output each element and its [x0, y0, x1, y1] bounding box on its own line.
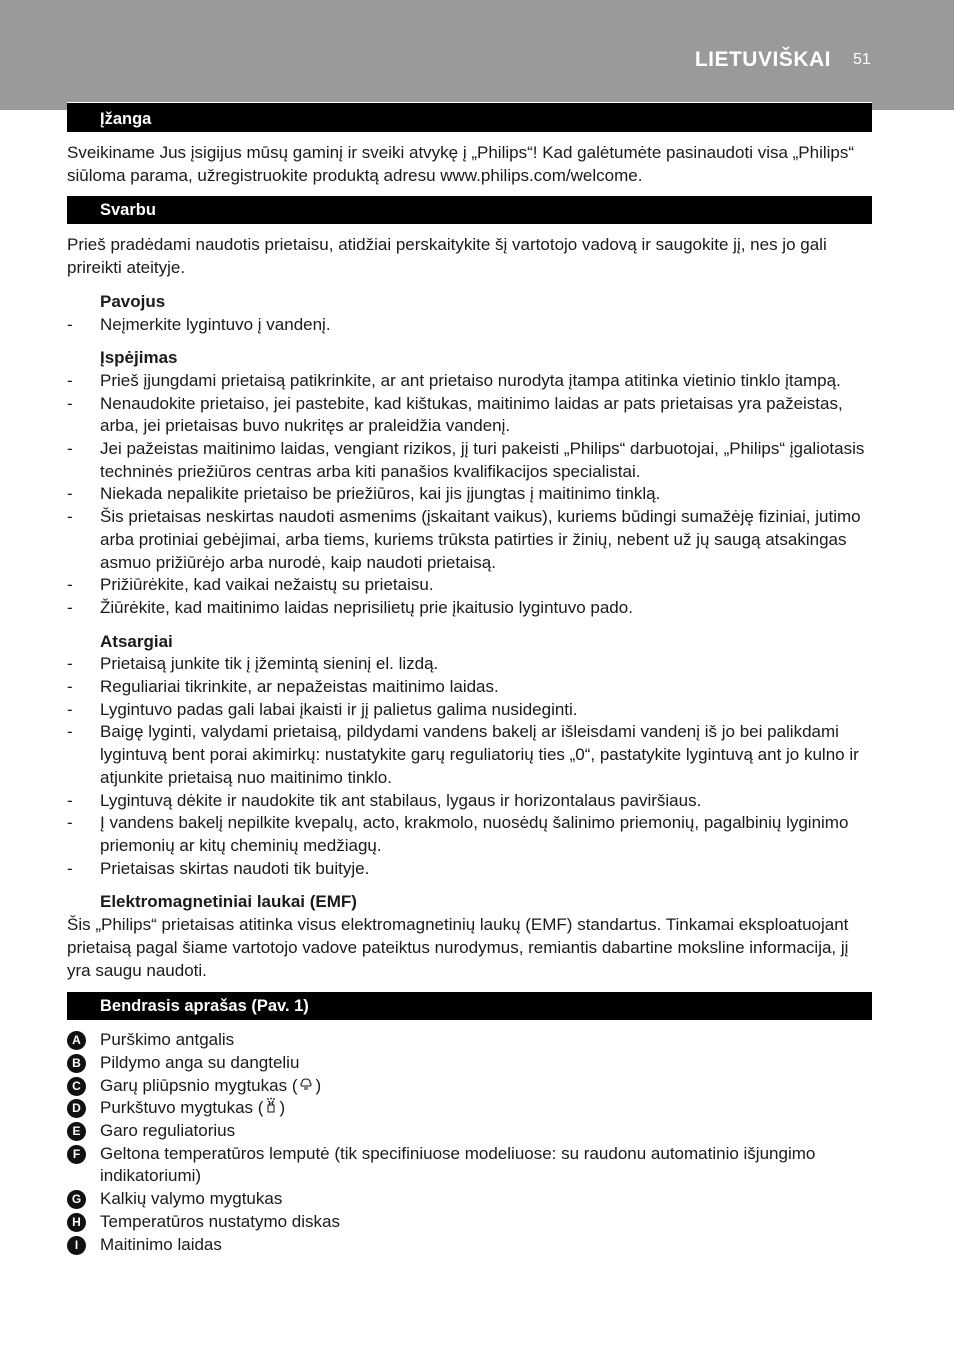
- part-item-d: [67, 1097, 872, 1120]
- list-item-text: Lygintuvo padas gali labai įkaisti ir jį palietus galima nusideginti.: [100, 699, 578, 719]
- caution-heading: Atsargiai: [100, 631, 173, 651]
- dash-bullet: -: [67, 813, 73, 833]
- list-item: [67, 370, 872, 393]
- list-item-text: Lygintuvą dėkite ir naudokite tik ant stabilaus, lygaus ir horizontalaus paviršiaus.: [100, 790, 702, 810]
- emf-heading: Elektromagnetiniai laukai (EMF): [100, 892, 357, 912]
- list-item-text: Prietaisą junkite tik į įžemintą sieninį el. lizdą.: [100, 654, 439, 674]
- part-label: Garo reguliatorius: [100, 1121, 236, 1141]
- list-item: [67, 574, 872, 597]
- list-item-text: Į vandens bakelį nepilkite kvepalų, acto, krakmolo, nuosėdų šalinimo priemonių, pagalbinių lyginimo priemonių ar kitų cheminių medžiagų.: [100, 813, 849, 855]
- part-label: Purškimo antgalis: [100, 1030, 235, 1050]
- caution-list: [67, 653, 872, 880]
- dash-bullet: -: [67, 575, 73, 595]
- dash-bullet: -: [67, 699, 73, 719]
- emf-paragraph: Šis „Philips“ prietaisas atitinka visus elektromagnetinių laukų (EMF) standartus. Tinkamai eksploatuojant prietaisą pagal šiame vartotojo vadove pateiktus nurodymus, remiantis dabartine moksline informacija, jį yra saugu naudoti.: [67, 915, 849, 980]
- language-label: LIETUVIŠKAI: [694, 48, 831, 71]
- dash-bullet: -: [67, 439, 73, 459]
- section-title-overview: Bendrasis aprašas (Pav. 1): [67, 992, 872, 1020]
- danger-heading: Pavojus: [100, 291, 166, 311]
- list-item-text: Šis prietaisas neskirtas naudoti asmenims (įskaitant vaikus), kuriems būdingi sumažėję fiziniai, jutimo arba protiniai gebėjimai, arba tiems, kuriems trūksta patirties ir žinių, nebent už jų saugą atsakingas asmuo prižiūrėjo arba nurodė, kaip naudoti prietaisą.: [100, 507, 861, 572]
- part-item-b: [67, 1052, 872, 1075]
- letter-badge: H: [67, 1213, 86, 1232]
- list-item: [67, 676, 872, 699]
- list-item: [67, 597, 872, 620]
- list-item-text: Jei pažeistas maitinimo laidas, vengiant rizikos, jį turi pakeisti „Philips“ darbuotojai, „Philips“ įgaliotasis techninės priežiūros centras arba kiti panašios kvalifikacijos specialistai.: [100, 439, 865, 481]
- list-item: [67, 653, 872, 676]
- dash-bullet: -: [67, 314, 73, 334]
- intro-paragraph: Sveikiname Jus įsigijus mūsų gaminį ir sveiki atvykę į „Philips“! Kad galėtumėte pasinaudoti visa „Philips“ siūloma parama, užregistruokite produktą adresu www.philips.com/welcome.: [67, 143, 855, 185]
- list-item: [67, 812, 872, 857]
- list-item: [67, 438, 872, 483]
- part-label: Geltona temperatūros lemputė (tik specifiniuose modeliuose: su raudonu automatinio išjungimo indikatoriumi): [100, 1143, 816, 1186]
- letter-badge: E: [67, 1122, 86, 1141]
- page-number: 51: [853, 51, 871, 68]
- list-item-text: Prietaisas skirtas naudoti tik buityje.: [100, 858, 370, 878]
- page-content: [67, 102, 872, 1256]
- part-label: Kalkių valymo mygtukas: [100, 1189, 283, 1209]
- part-label-suffix: ): [315, 1075, 322, 1095]
- part-label: Purkštuvo mygtukas (: [100, 1098, 264, 1118]
- warning-heading: Įspėjimas: [100, 348, 178, 368]
- list-item-text: Reguliariai tikrinkite, ar nepažeistas maitinimo laidas.: [100, 677, 499, 697]
- part-item-e: [67, 1120, 872, 1143]
- part-item-g: [67, 1188, 872, 1211]
- list-item-text: Žiūrėkite, kad maitinimo laidas neprisilietų prie įkaitusio lygintuvo pado.: [100, 597, 633, 617]
- header-band: [0, 0, 954, 110]
- letter-badge: A: [67, 1031, 86, 1050]
- letter-badge: I: [67, 1236, 86, 1255]
- list-item: [67, 314, 872, 337]
- part-item-h: [67, 1211, 872, 1234]
- list-item: [67, 721, 872, 789]
- warning-list: [67, 370, 872, 620]
- dash-bullet: -: [67, 507, 73, 527]
- part-item-f: [67, 1143, 872, 1188]
- list-item: [67, 393, 872, 438]
- dash-bullet: -: [67, 393, 73, 413]
- list-item-text: Baigę lyginti, valydami prietaisą, pildydami vandens bakelį ar išleisdami vandenį iš jo bei palikdami lygintuvą bent porai akimirkų: nustatykite garų reguliatorių ties „0“, pastatykite lygintuvą ant jo kulno ir atjunkite prietaisą nuo maitinimo tinklo.: [100, 722, 859, 787]
- list-item: [67, 790, 872, 813]
- part-label-suffix: ): [279, 1098, 286, 1118]
- part-item-a: [67, 1029, 872, 1052]
- list-item-text: Niekada nepalikite prietaiso be priežiūros, kai jis įjungtas į maitinimo tinklą.: [100, 484, 661, 504]
- list-item-text: Nenaudokite prietaiso, jei pastebite, kad kištukas, maitinimo laidas ar pats prietaisas yra pažeistas, arba, jei prietaisas buvo nukritęs ar praleidžia vandenį.: [100, 393, 843, 436]
- dash-bullet: -: [67, 484, 73, 504]
- letter-badge: F: [67, 1145, 86, 1164]
- dash-bullet: -: [67, 370, 73, 390]
- part-label: Garų pliūpsnio mygtukas (: [100, 1075, 298, 1095]
- list-item: [67, 483, 872, 506]
- spray-icon: [265, 1097, 277, 1120]
- dash-bullet: -: [67, 722, 73, 742]
- list-item-text: Prižiūrėkite, kad vaikai nežaistų su prietaisu.: [100, 575, 434, 595]
- dash-bullet: -: [67, 677, 73, 697]
- dash-bullet: -: [67, 597, 73, 617]
- list-item: [67, 858, 872, 881]
- part-item-c: [67, 1075, 872, 1098]
- list-item-text: Neįmerkite lygintuvo į vandenį.: [100, 314, 331, 334]
- dash-bullet: -: [67, 858, 73, 878]
- parts-list: [67, 1029, 872, 1256]
- letter-badge: B: [67, 1054, 86, 1073]
- letter-badge: G: [67, 1190, 86, 1209]
- dash-bullet: -: [67, 654, 73, 674]
- part-label: Pildymo anga su dangteliu: [100, 1052, 300, 1072]
- important-paragraph: Prieš pradėdami naudotis prietaisu, atidžiai perskaitykite šį vartotojo vadovą ir saugokite jį, nes jo gali prireikti ateityje.: [67, 235, 827, 278]
- part-label: Temperatūros nustatymo diskas: [100, 1211, 340, 1231]
- dash-bullet: -: [67, 790, 73, 810]
- list-item-text: Prieš įjungdami prietaisą patikrinkite, ar ant prietaiso nurodyta įtampa atitinka vietinio tinklo įtampą.: [100, 370, 841, 390]
- list-item: [67, 699, 872, 722]
- danger-list: [67, 314, 872, 337]
- section-title-important: Svarbu: [67, 196, 872, 224]
- letter-badge: D: [67, 1099, 86, 1118]
- list-item: [67, 506, 872, 574]
- part-label: Maitinimo laidas: [100, 1234, 222, 1254]
- section-title-intro: Įžanga: [67, 102, 872, 132]
- part-item-i: [67, 1234, 872, 1257]
- steam-shot-icon: [299, 1075, 313, 1098]
- letter-badge: C: [67, 1077, 86, 1096]
